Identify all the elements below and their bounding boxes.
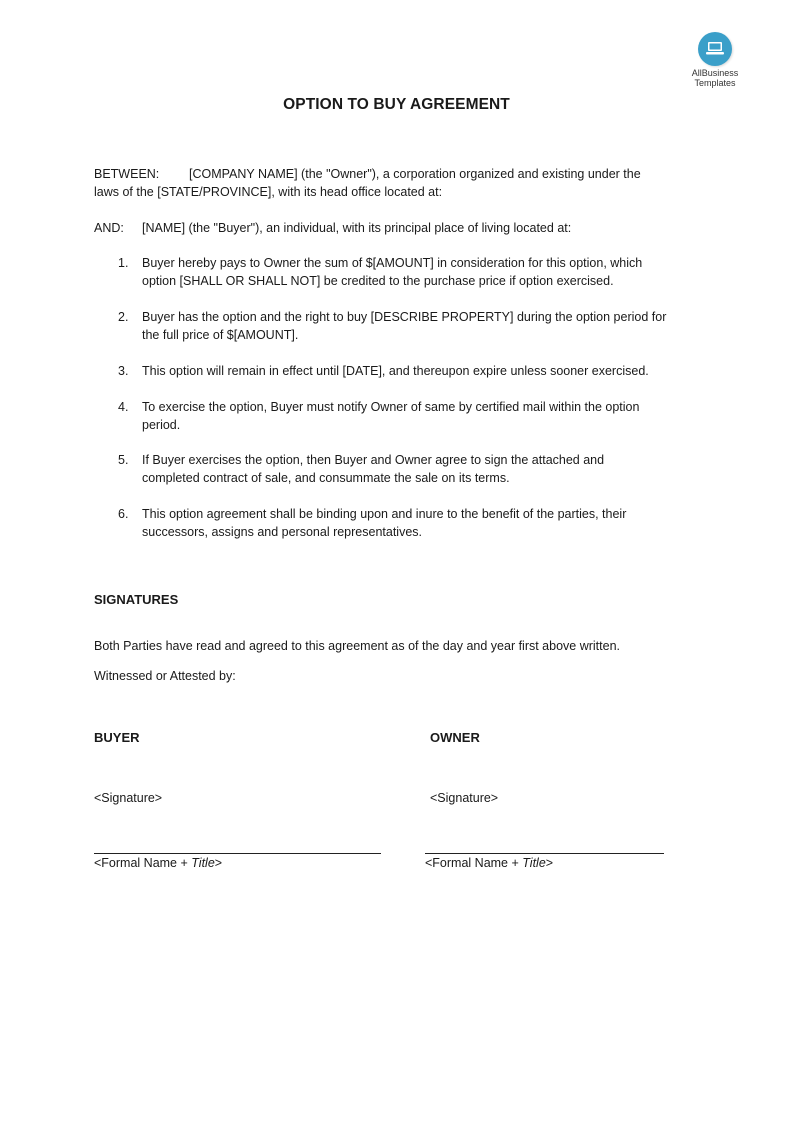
list-item-line: This option will remain in effect until [DATE], and thereupon expire unless sooner exercised. [142, 364, 649, 378]
and-label: AND: [94, 221, 124, 235]
list-item-text [142, 398, 698, 434]
formal-title-label: Title [191, 856, 215, 870]
list-item-number: 3. [118, 364, 129, 378]
list-item-number: 4. [118, 400, 129, 414]
list-item-line: option [SHALL OR SHALL NOT] be credited to the purchase price if option exercised. [142, 274, 614, 288]
list-item-number: 5. [118, 453, 129, 467]
list-item-line: Buyer has the option and the right to buy [DESCRIBE PROPERTY] during the option period for [142, 310, 667, 324]
list-item-text [142, 451, 698, 487]
owner-heading: OWNER [430, 730, 480, 745]
logo-line-2: Templates [694, 78, 736, 88]
buyer-signature-placeholder: <Signature> [94, 791, 163, 805]
buyer-heading: BUYER [94, 730, 140, 745]
buyer-signature-line [94, 853, 381, 854]
witnessed-text: Witnessed or Attested by: [94, 669, 236, 683]
between-paragraph [94, 165, 694, 201]
list-item-number: 6. [118, 507, 129, 521]
formal-title-label: Title [522, 856, 546, 870]
list-item-line: the full price of $[AMOUNT]. [142, 328, 299, 342]
between-label: BETWEEN: [94, 167, 160, 181]
logo-text [683, 68, 747, 88]
between-line-1: [COMPANY NAME] (the "Owner"), a corporation organized and existing under the [189, 167, 641, 181]
list-item-line: If Buyer exercises the option, then Buyer and Owner agree to sign the attached and [142, 453, 605, 467]
list-item-line: successors, assigns and personal representatives. [142, 525, 423, 539]
document-title: OPTION TO BUY AGREEMENT [283, 96, 510, 113]
list-item-text [142, 254, 698, 290]
list-item-number: 2. [118, 310, 129, 324]
list-item-line: To exercise the option, Buyer must notify Owner of same by certified mail within the option [142, 400, 640, 414]
company-logo [683, 32, 747, 88]
buyer-formal-name [94, 856, 222, 870]
list-item-number: 1. [118, 256, 129, 270]
list-item-line: period. [142, 418, 181, 432]
and-text: [NAME] (the "Buyer"), an individual, with its principal place of living located at: [142, 221, 572, 235]
signatures-heading: SIGNATURES [94, 592, 179, 607]
list-item-text [142, 362, 698, 380]
formal-name-label: <Formal Name + [425, 856, 523, 870]
agreed-text: Both Parties have read and agreed to this agreement as of the day and year first above written. [94, 639, 621, 653]
formal-name-label: <Formal Name + [94, 856, 192, 870]
formal-name-end: > [214, 856, 223, 870]
between-line-2: laws of the [STATE/PROVINCE], with its head office located at: [94, 185, 443, 199]
owner-signature-placeholder: <Signature> [430, 791, 499, 805]
laptop-icon [698, 32, 732, 66]
list-item-line: completed contract of sale, and consummate the sale on its terms. [142, 471, 510, 485]
list-item-text [142, 505, 698, 541]
owner-signature-line [425, 853, 664, 854]
list-item-line: This option agreement shall be binding upon and inure to the benefit of the parties, their [142, 507, 627, 521]
list-item-text [142, 308, 698, 344]
and-paragraph [94, 219, 694, 237]
formal-name-end: > [545, 856, 554, 870]
list-item-line: Buyer hereby pays to Owner the sum of $[AMOUNT] in consideration for this option, which [142, 256, 643, 270]
owner-formal-name [425, 856, 553, 870]
logo-line-1: AllBusiness [691, 68, 739, 78]
